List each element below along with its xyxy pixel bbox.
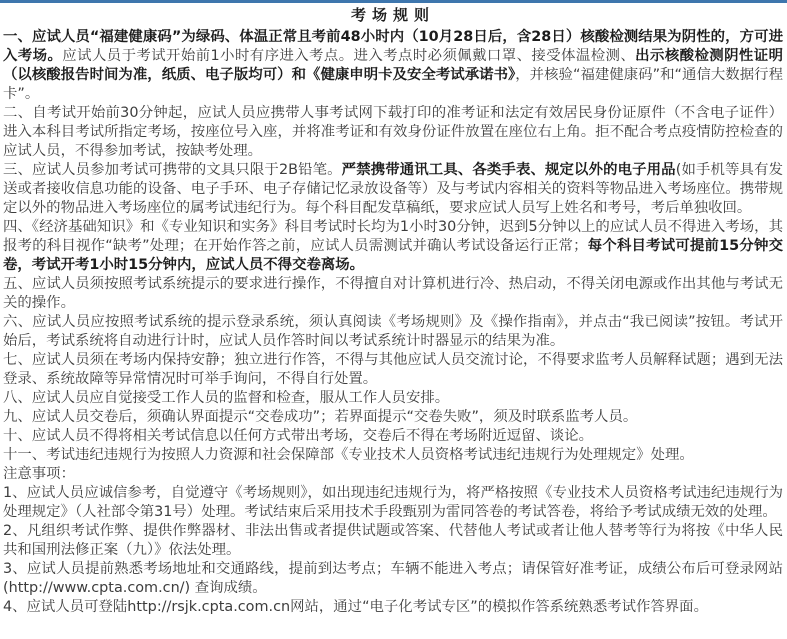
text-run: 十、应试人员不得将相关考试信息以任何方式带出考场，交卷后不得在考场附近逗留、谈论。 [3, 428, 594, 444]
text-run: 八、应试人员应自觉接受工作人员的监督和检查，服从工作人员安排。 [3, 390, 450, 406]
bold-text-run: 每个科目考试可提前15分钟交卷，考试开考1小时15分钟内，应试人员不得交卷离场。 [3, 238, 783, 273]
rule-paragraph [3, 408, 783, 427]
rule-paragraph [3, 313, 783, 351]
note-paragraph [3, 484, 783, 522]
rule-paragraph [3, 218, 783, 275]
rule-paragraph [3, 427, 783, 446]
rules-document [0, 5, 787, 617]
text-run: 2、凡组织考试作弊、提供作弊器材、非法出售或者提供试题或答案、代替他人考试或者让他人替考等行为将按《中华人民共和国刑法修正案（九）》依法处理。 [3, 523, 783, 558]
text-run: 十一、考试违纪违规行为按照人力资源和社会保障部《专业技术人员资格考试违纪违规行为处理规定》处理。 [3, 447, 694, 463]
page-title: 考场规则 [350, 6, 435, 24]
text-run: 3、应试人员提前熟悉考场地址和交通路线，提前到达考点；车辆不能进入考点；请保管好准考证，成绩公布后可登录网站(http://www.cpta.com.cn/) 查询成绩。 [3, 561, 783, 596]
rule-paragraph [3, 161, 783, 218]
notes-list [3, 484, 783, 617]
text-run: (如手机等具有发送或者接收信息功能的设备、电子手环、电子存储记忆录放设备等）及与考试内容相关的资料等物品进入考场座位。携带规定以外的物品进入考场座位的属考试违纪行为。每个科目配发草稿纸，要求应试人员写上姓名和考号，考后单独收回。 [3, 162, 783, 216]
rule-paragraph [3, 28, 783, 104]
text-run: 三、应试人员参加考试可携带的文具只限于2B铅笔。 [3, 162, 342, 178]
note-paragraph [3, 560, 783, 598]
rule-paragraph [3, 351, 783, 389]
note-paragraph [3, 598, 783, 617]
text-run: 1、应试人员应诚信参考，自觉遵守《考场规则》，如出现违纪违规行为，将严格按照《专业技术人员资格考试违纪违规行为处理规定》（人社部令第31号）处理。考试结束后采用技术手段甄别为雷同答卷的考试答卷，将给予考试成绩无效的处理。 [3, 485, 783, 520]
text-run: 五、应试人员须按照考试系统提示的要求进行操作，不得擅自对计算机进行冷、热启动，不得关闭电源或作出其他与考试无关的操作。 [3, 276, 783, 311]
text-run: 二、自考试开始前30分钟起，应试人员应携带人事考试网下载打印的准考证和法定有效居民身份证原件（不含电子证件）进入本科目考试所指定考场，按座位号入座，并将准考证和有效身份证件放置在座位右上角。拒不配合考点疫情防控检查的应试人员，不得参加考试，按缺考处理。 [3, 105, 783, 159]
text-run: 4、应试人员可登陆http://rsjk.cpta.com.cn网站，通过“电子化考试专区”的模拟作答系统熟悉考试作答界面。 [3, 599, 708, 615]
rule-paragraph [3, 446, 783, 465]
text-run: 四、《经济基础知识》和《专业知识和实务》科目考试时长均为1小时30分钟，迟到5分钟以上的应试人员不得进入考场，其报考的科目视作“缺考”处理；在开始作答之前，应试人员需测试并确认考试设备运行正常； [3, 219, 783, 254]
note-paragraph [3, 522, 783, 560]
rule-paragraph [3, 389, 783, 408]
notes-heading: 注意事项： [3, 466, 75, 482]
text-run: ，并核验“福建健康码”和“通信大数据行程卡”。 [3, 67, 783, 102]
text-run: 应试人员于考试开始前1小时有序进入考点。进入考点时必须佩戴口罩、接受体温检测、 [62, 48, 636, 64]
bold-text-run: 严禁携带通讯工具、各类手表、规定以外的电子用品 [341, 162, 676, 178]
bold-text-run: 出示核酸检测阴性证明（以核酸报告时间为准，纸质、电子版均可）和《健康申明卡及安全考试承诺书》 [3, 48, 783, 83]
rule-paragraph [3, 104, 783, 161]
text-run: 九、应试人员交卷后，须确认界面提示“交卷成功”；若界面提示“交卷失败”，须及时联系监考人员。 [3, 409, 638, 425]
rules-list [3, 28, 783, 465]
top-divider-bar [0, 0, 787, 3]
bold-text-run: 一、应试人员“福建健康码”为绿码、体温正常且考前48小时内（10月28日后，含28日）核酸检测结果为阴性的，方可进入考场。 [3, 29, 783, 64]
rule-paragraph [3, 275, 783, 313]
text-run: 六、应试人员应按照考试系统的提示登录系统，须认真阅读《考场规则》及《操作指南》，并点击“我已阅读”按钮。考试开始后，考试系统将自动进行计时，应试人员作答时间以考试系统计时器显示的结果为准。 [3, 314, 783, 349]
text-run: 七、应试人员须在考场内保持安静；独立进行作答，不得与其他应试人员交流讨论，不得要求监考人员解释试题；遇到无法登录、系统故障等异常情况时可举手询问，不得自行处置。 [3, 352, 783, 387]
